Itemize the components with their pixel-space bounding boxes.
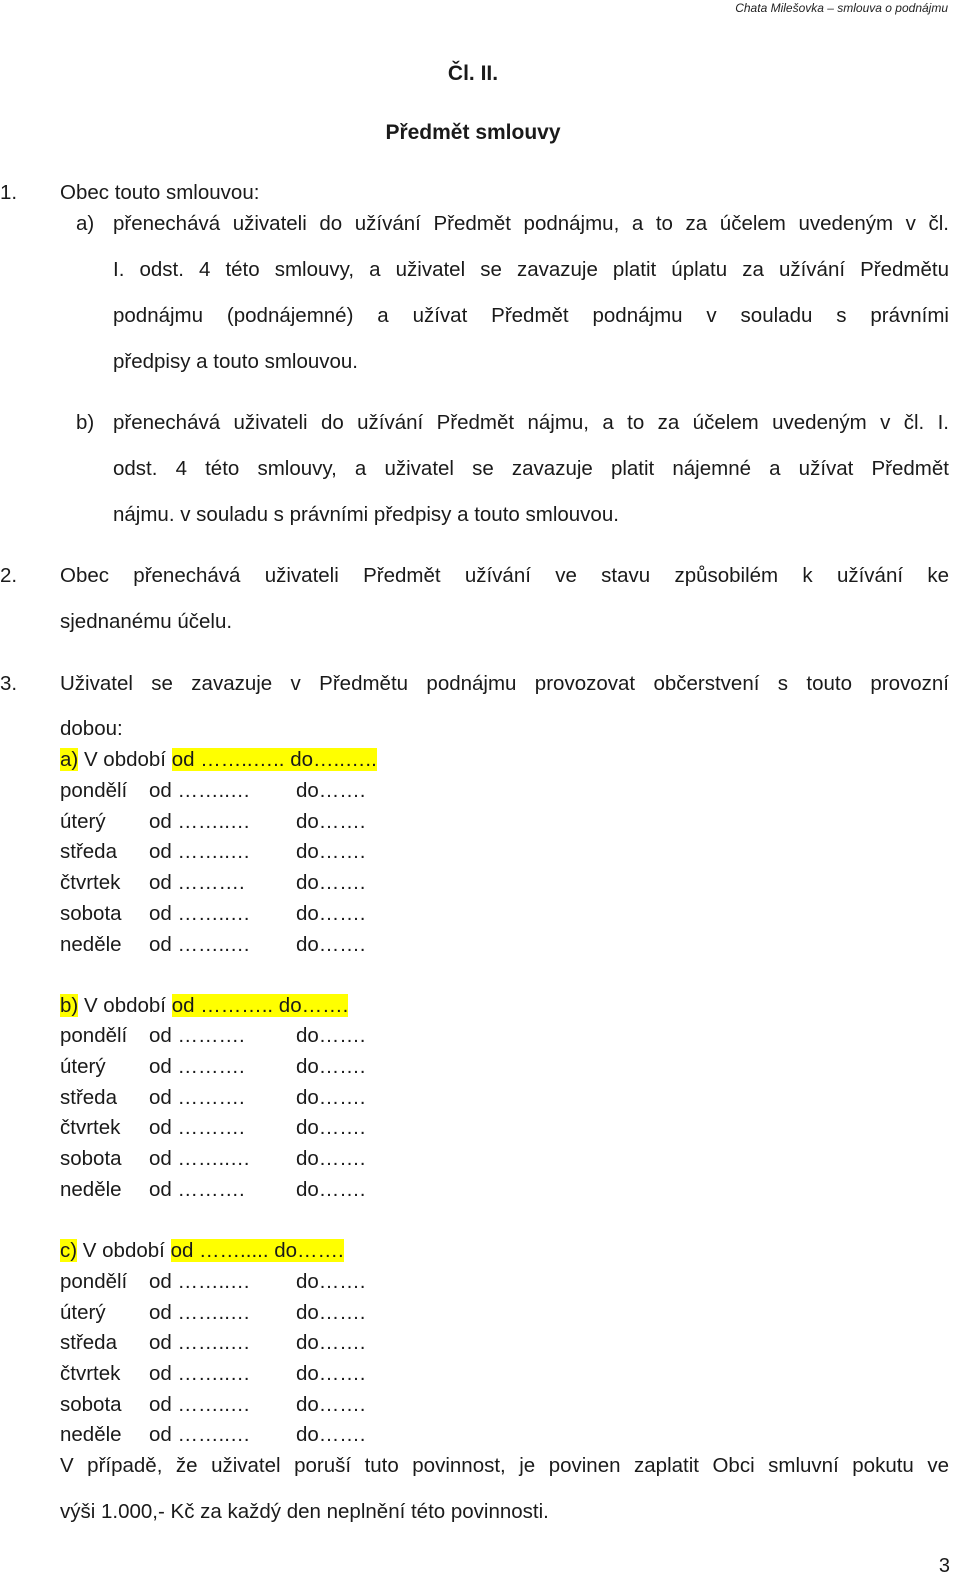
day-name: pondělí — [60, 1270, 128, 1293]
period-range: od ……..... do……. — [170, 1239, 344, 1262]
page-number: 3 — [938, 1555, 950, 1577]
day-to: do……. — [296, 779, 366, 802]
day-to: do……. — [296, 1024, 366, 1047]
item-text-line: nájmu. v souladu s právními předpisy a touto smlouvou. — [113, 503, 619, 526]
day-name: pondělí — [60, 779, 128, 802]
item-text-line: předpisy a touto smlouvou. — [113, 350, 358, 373]
day-to: do……. — [296, 1178, 366, 1201]
item-label: b) — [76, 411, 95, 434]
day-to: do……. — [296, 1086, 366, 1109]
day-to: do……. — [296, 871, 366, 894]
day-from: od ……..… — [149, 1393, 251, 1416]
paragraph-number: 1. — [0, 181, 18, 204]
day-from: od ……..… — [149, 1331, 251, 1354]
period-range: od ……..….. do…..….. — [171, 748, 377, 771]
day-to: do……. — [296, 1055, 366, 1078]
paragraph-text-line: Obec přenechává uživateli Předmět užívání ve stavu způsobilém k užívání ke — [60, 564, 949, 587]
day-to: do……. — [296, 1116, 366, 1139]
day-to: do……. — [296, 1270, 366, 1293]
day-from: od ………. — [149, 1116, 245, 1139]
day-to: do……. — [296, 1147, 366, 1170]
item-text-line: podnájmu (podnájemné) a užívat Předmět podnájmu v souladu s právními — [113, 304, 949, 327]
day-name: středa — [60, 840, 117, 863]
day-name: sobota — [60, 1147, 122, 1170]
day-name: čtvrtek — [60, 871, 121, 894]
day-from: od ……..… — [149, 1362, 251, 1385]
paragraph-text-line: sjednanému účelu. — [60, 610, 233, 633]
day-to: do……. — [296, 840, 366, 863]
day-from: od ……..… — [149, 1301, 251, 1324]
section-heading: Předmět smlouvy — [385, 121, 561, 144]
period-range: od ……….. do……. — [171, 994, 349, 1017]
running-header: Chata Milešovka – smlouva o podnájmu — [735, 1, 948, 15]
day-name: neděle — [60, 933, 122, 956]
period-label: a) — [60, 748, 79, 771]
period-title: V období — [82, 1239, 165, 1262]
day-to: do……. — [296, 1423, 366, 1446]
day-name: úterý — [60, 810, 106, 833]
day-from: od ……..… — [149, 902, 251, 925]
day-name: úterý — [60, 1301, 106, 1324]
day-name: středa — [60, 1331, 117, 1354]
paragraph-number: 2. — [0, 564, 18, 587]
period-label: b) — [60, 994, 79, 1017]
item-text-line: přenechává uživateli do užívání Předmět nájmu, a to za účelem uvedeným v čl. I. — [113, 411, 949, 434]
day-from: od ……..… — [149, 779, 251, 802]
day-from: od ………. — [149, 1178, 245, 1201]
period-heading — [60, 746, 377, 774]
day-to: do……. — [296, 1362, 366, 1385]
day-name: pondělí — [60, 1024, 128, 1047]
period-heading — [60, 992, 348, 1020]
penalty-text-line: V případě, že uživatel poruší tuto povinnost, je povinen zaplatit Obci smluvní pokutu ve — [60, 1454, 949, 1477]
day-name: neděle — [60, 1178, 122, 1201]
day-name: čtvrtek — [60, 1116, 121, 1139]
item-text-line: přenechává uživateli do užívání Předmět podnájmu, a to za účelem uvedeným v čl. — [113, 212, 949, 235]
period-label: c) — [60, 1239, 78, 1262]
period-title: V období — [83, 748, 167, 771]
period-title: V období — [83, 994, 167, 1017]
day-from: od ……..… — [149, 840, 251, 863]
paragraph-intro: Obec touto smlouvou: — [60, 181, 260, 204]
penalty-text-line: výši 1.000,- Kč za každý den neplnění této povinnosti. — [60, 1500, 549, 1523]
day-from: od ………. — [149, 1024, 245, 1047]
article-number: Čl. II. — [447, 62, 499, 85]
item-text-line: I. odst. 4 této smlouvy, a uživatel se zavazuje platit úplatu za užívání Předmětu — [113, 258, 949, 281]
day-name: neděle — [60, 1423, 122, 1446]
paragraph-number: 3. — [0, 672, 18, 695]
day-to: do……. — [296, 1393, 366, 1416]
day-to: do……. — [296, 902, 366, 925]
day-from: od ………. — [149, 1086, 245, 1109]
day-name: čtvrtek — [60, 1362, 121, 1385]
day-name: sobota — [60, 1393, 122, 1416]
item-label: a) — [76, 212, 95, 235]
paragraph-text-line: Uživatel se zavazuje v Předmětu podnájmu provozovat občerstvení s touto provozní — [60, 672, 949, 695]
day-to: do……. — [296, 933, 366, 956]
item-text-line: odst. 4 této smlouvy, a uživatel se zavazuje platit nájemné a užívat Předmět — [113, 457, 949, 480]
day-from: od ……..… — [149, 1270, 251, 1293]
day-from: od ……..… — [149, 810, 251, 833]
day-name: středa — [60, 1086, 117, 1109]
day-name: úterý — [60, 1055, 106, 1078]
day-to: do……. — [296, 1331, 366, 1354]
paragraph-text-line: dobou: — [60, 717, 123, 740]
day-from: od ………. — [149, 871, 245, 894]
day-from: od ……..… — [149, 933, 251, 956]
day-from: od ……..… — [149, 1147, 251, 1170]
period-heading — [60, 1237, 344, 1265]
day-from: od ……..… — [149, 1423, 251, 1446]
day-from: od ………. — [149, 1055, 245, 1078]
day-name: sobota — [60, 902, 122, 925]
day-to: do……. — [296, 810, 366, 833]
day-to: do……. — [296, 1301, 366, 1324]
